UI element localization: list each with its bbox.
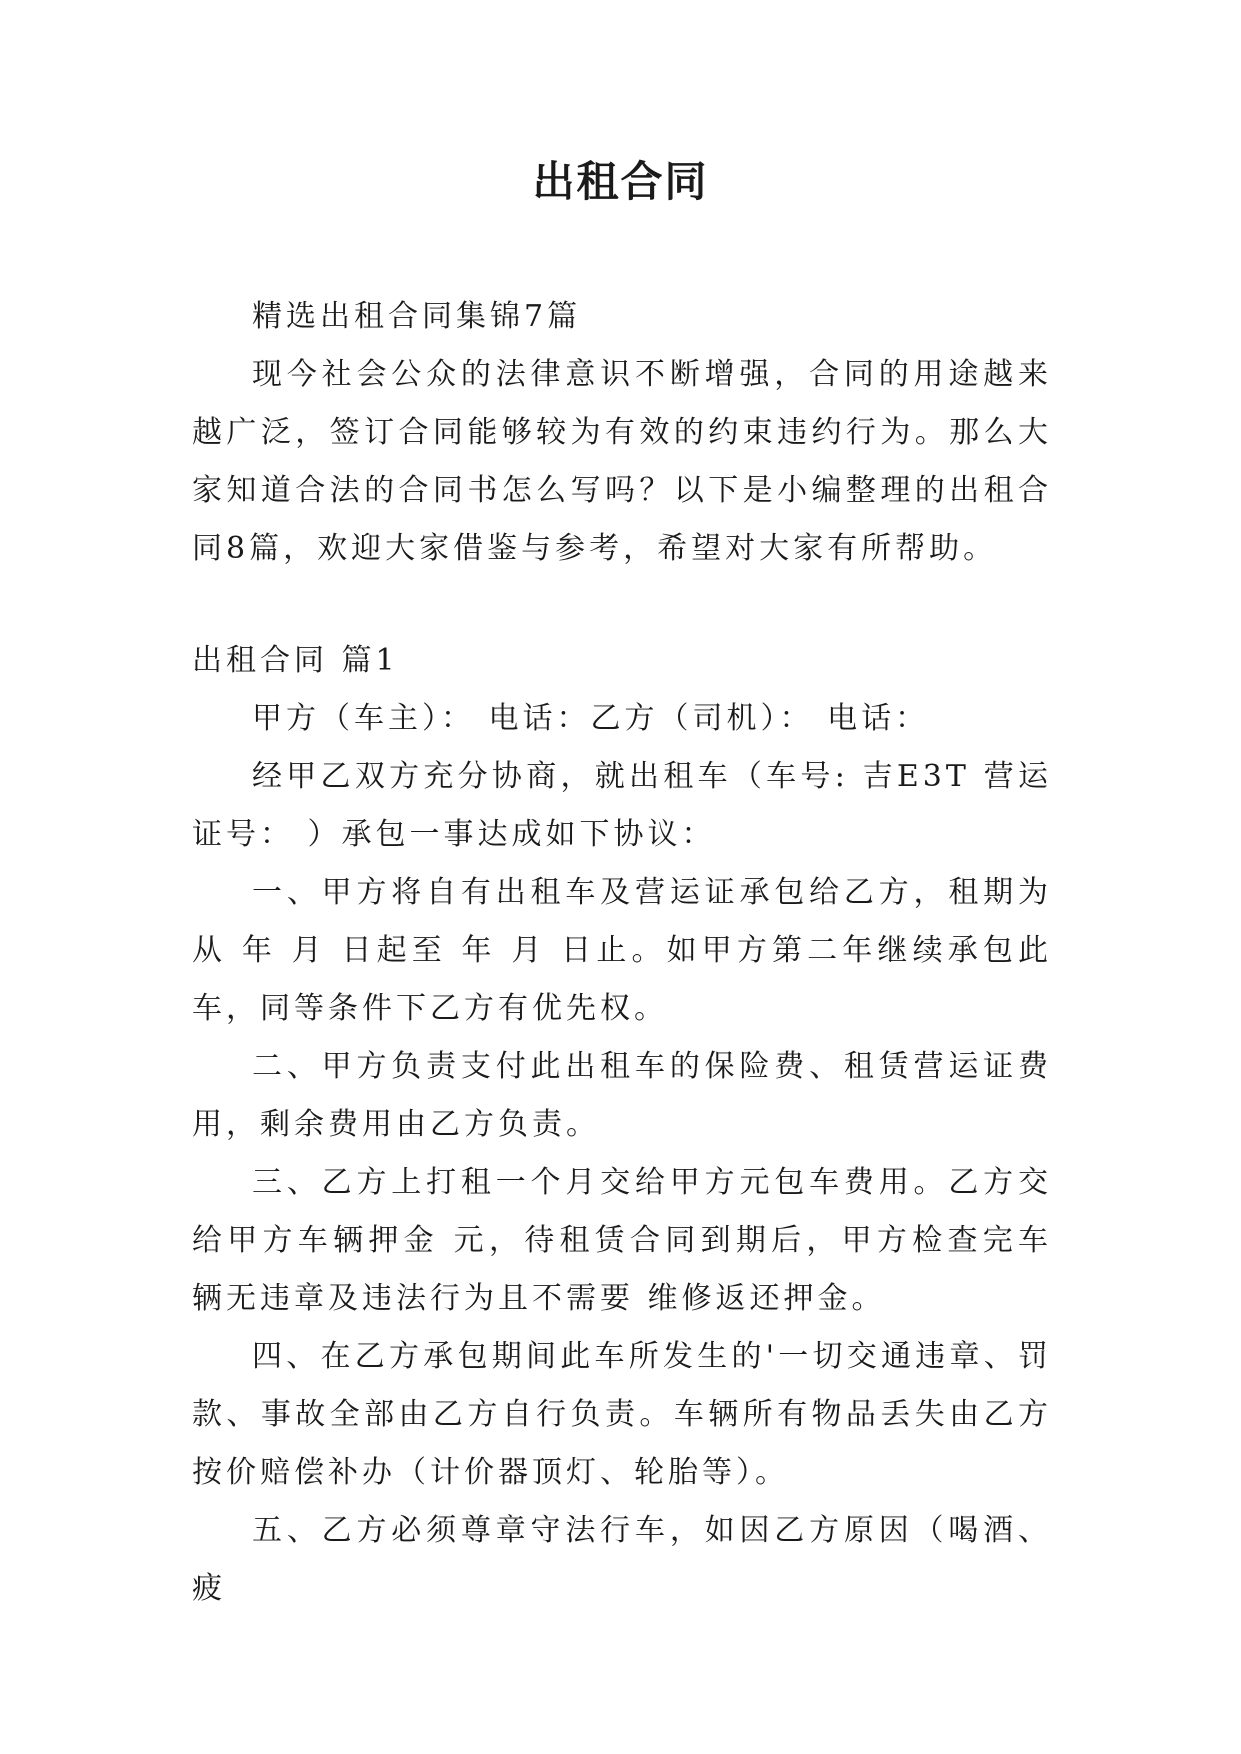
document-subtitle: 精选出租合同集锦7篇: [252, 299, 582, 334]
document-title: 出租合同: [532, 157, 709, 206]
clause-4-paragraph: 四、在乙方承包期间此车所发生的'一切交通违章、罚款、事故全部由乙方自行负责。车辆所有物品丢失由乙方按价赔偿补办（计价器顶灯、轮胎等）。: [192, 1339, 1052, 1490]
clause-2-paragraph: 二、甲方负责支付此出租车的保险费、租赁营运证费用，剩余费用由乙方负责。: [192, 1049, 1052, 1142]
document-body: [192, 288, 1052, 1618]
clause-5-paragraph: 五、乙方必须尊章守法行车，如因乙方原因（喝酒、疲: [192, 1513, 1052, 1606]
intro-paragraph: 现今社会公众的法律意识不断增强，合同的用途越来越广泛，签订合同能够较为有效的约束违约行为。那么大家知道合法的合同书怎么写吗？以下是小编整理的出租合同8篇，欢迎大家借鉴与参考，希望对大家有所帮助。: [192, 357, 1052, 566]
section-heading: 出租合同 篇1: [192, 643, 399, 678]
agreement-intro-paragraph: 经甲乙双方充分协商，就出租车（车号: 吉E3T 营运证号： ）承包一事达成如下协议：: [192, 759, 1052, 852]
clause-1-paragraph: 一、甲方将自有出租车及营运证承包给乙方，租期为从 年 月 日起至 年 月 日止。如甲方第二年继续承包此车，同等条件下乙方有优先权。: [192, 875, 1052, 1026]
contract-parties-line: 甲方（车主）： 电话：乙方（司机）： 电话：: [252, 701, 930, 736]
clause-3-paragraph: 三、乙方上打租一个月交给甲方元包车费用。乙方交给甲方车辆押金 元，待租赁合同到期后，甲方检查完车辆无违章及违法行为且不需要 维修返还押金。: [192, 1165, 1052, 1316]
